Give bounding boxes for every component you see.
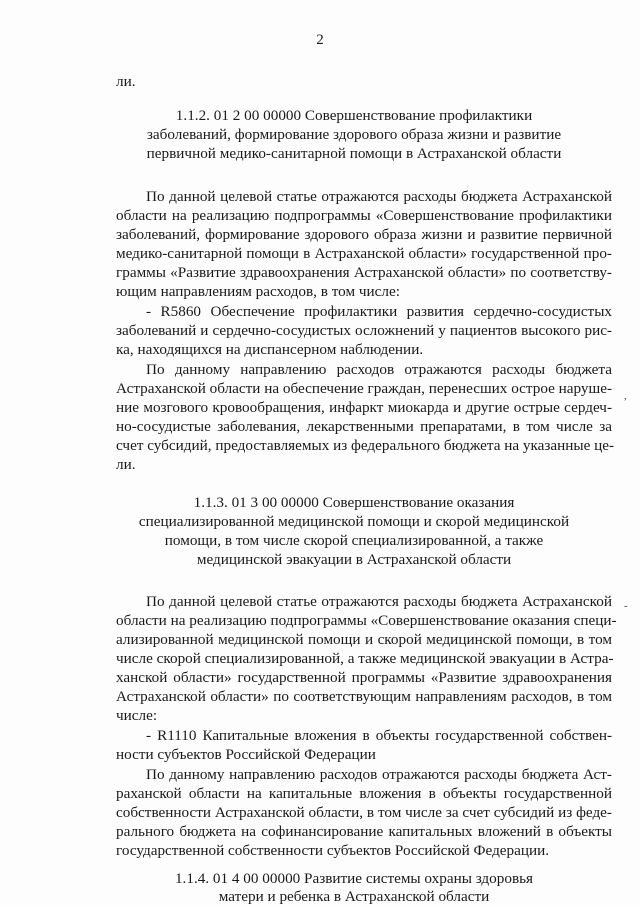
section-heading-line: специализированной медицинской помощи и скорой медицинской [138,513,570,530]
paragraph-line: По данной целевой статье отражаются расходы бюджета Астраханской [146,188,612,205]
paragraph-line: но-сосудистые заболевания, лекарственными препаратами, в том числе за [116,418,612,435]
paragraph-line: граммы «Развитие здравоохранения Астраханской области» по соответству- [116,264,612,281]
scan-edge-mark: - [624,600,628,612]
paragraph-line: раханской области на капитальные вложения в объекты государственной [116,785,612,802]
paragraph-line: заболеваний, формирование здорового образа жизни и развитие первичной [116,226,612,243]
scan-edge-mark: , [624,390,627,402]
list-item-line: ности субъектов Российской Федерации [116,746,376,763]
page-number: 2 [316,32,324,48]
paragraph-line: области на реализацию подпрограммы «Совершенствование оказания специ- [116,612,617,629]
paragraph-line: государственной собственности субъектов Российской Федерации. [116,842,550,859]
paragraph-line: ющим направлениям расходов, в том числе: [116,283,400,300]
section-heading-line: матери и ребенка в Астраханской области [218,888,490,905]
list-item-line: - R1110 Капитальные вложения в объекты государственной собствен- [146,727,612,744]
paragraph-line: ханской области» государственной программы «Развитие здравоохранения [116,669,612,686]
section-heading-line: 1.1.2. 01 2 00 00000 Совершенствование профилактики [175,107,533,124]
continuation-text: ли. [116,73,136,90]
section-heading-line: медицинской эвакуации в Астраханской области [196,551,512,568]
paragraph-line: собственности Астраханской области, в том числе за счет субсидий из феде- [116,804,612,821]
paragraph-line: числе скорой специализированной, а также медицинской эвакуации в Астра- [116,650,614,667]
section-heading-line: первичной медико-санитарной помощи в Астраханской области [146,145,562,162]
paragraph-line: рального бюджета на софинансирование капитальных вложений в объекты [116,823,612,840]
list-item-line: ка, находящихся на диспансерном наблюдении. [116,341,424,358]
paragraph-line: По данному направлению расходов отражаются расходы бюджета Аст- [146,766,612,783]
paragraph-line: По данной целевой статье отражаются расходы бюджета Астраханской [146,593,612,610]
list-item-line: - R5860 Обеспечение профилактики развития сердечно-сосудистых [146,303,612,320]
section-heading-line: помощи, в том числе скорой специализированной, а также [164,532,544,549]
paragraph-line: счет субсидий, предоставляемых из федерального бюджета на указанные це- [116,437,615,454]
paragraph-line: ние мозгового кровообращения, инфаркт миокарда и другие острые сердеч- [116,399,612,416]
section-heading-line: 1.1.3. 01 3 00 00000 Совершенствование оказания [193,494,515,511]
paragraph-line: Астраханской области» по соответствующим направлениям расходов, в том [116,688,612,705]
section-heading-line: 1.1.4. 01 4 00 00000 Развитие системы охраны здоровья [174,870,534,887]
paragraph-line: медико-санитарной помощи в Астраханской области» государственной про- [116,245,612,262]
paragraph-line: ли. [116,456,136,473]
section-heading-line: заболеваний, формирование здорового образа жизни и развитие [146,126,562,143]
paragraph-line: числе: [116,707,158,724]
paragraph-line: области на реализацию подпрограммы «Совершенствование профилактики [116,207,612,224]
paragraph-line: ализированной медицинской помощи и скорой медицинской помощи, в том [116,631,612,648]
paragraph-line: Астраханской области на обеспечение граждан, перенесших острое наруше- [116,380,612,397]
list-item-line: заболеваний и сердечно-сосудистых осложнений у пациентов высокого рис- [116,322,612,339]
paragraph-line: По данному направлению расходов отражаются расходы бюджета [146,361,612,378]
